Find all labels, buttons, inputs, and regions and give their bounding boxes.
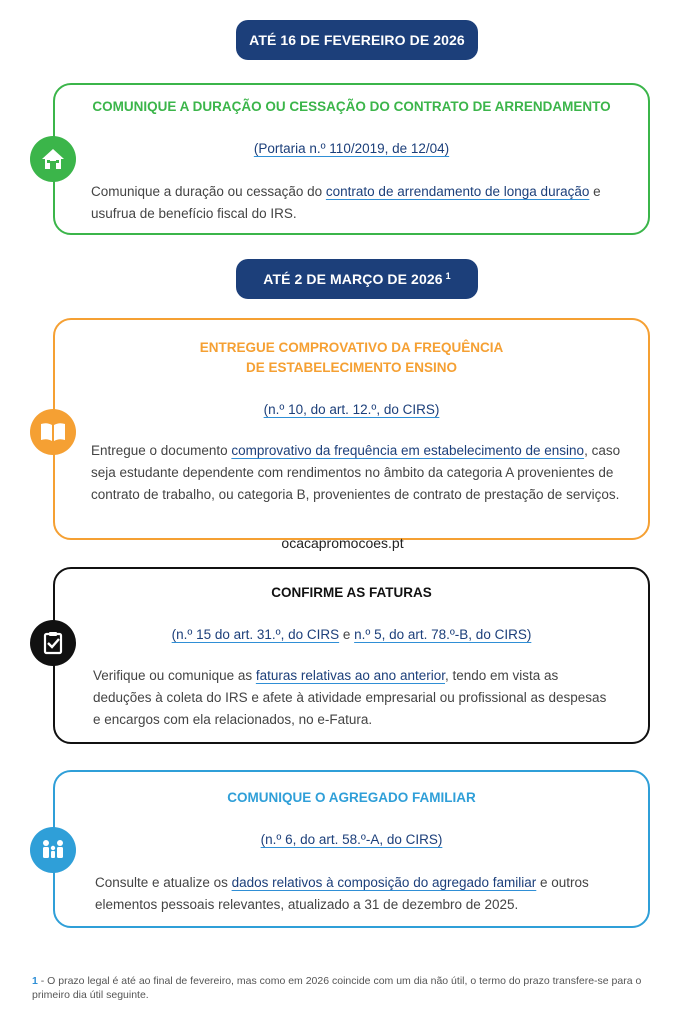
card-invoices [53, 567, 650, 744]
card-school-attendance-title: ENTREGUE COMPROVATIVO DA FREQUÊNCIA DE ESTABELECIMENTO ENSINO [199, 340, 504, 375]
card-school-attendance-body: Entregue o documento comprovativo da frequência em estabelecimento de ensino, caso seja estudante dependente com rendimentos no âmbito da categoria A provenientes de contrato de trabalho, ou categoria B, provenientes de contrato de prestação de serviços. [91, 443, 621, 502]
card-household [53, 770, 650, 928]
card-school-attendance [53, 318, 650, 540]
card-invoices-body: Verifique ou comunique as faturas relativas ao ano anterior, tendo em vista as deduções à coleta do IRS e afete à atividade empresarial ou profissional as despesas e encargos com ela relacionados, no e-Fatura. [93, 668, 607, 727]
card-household-title: COMUNIQUE O AGREGADO FAMILIAR [227, 790, 476, 805]
date-badge-2 [236, 259, 478, 299]
household-link[interactable]: dados relativos à composição do agregado familiar [231, 875, 537, 890]
card-rental-contract-reference[interactable]: (Portaria n.º 110/2019, de 12/04) [253, 141, 450, 156]
card-school-attendance-reference[interactable]: (n.º 10, do art. 12.º, do CIRS) [263, 402, 440, 417]
open-book-icon [30, 409, 76, 455]
invoices-reference-link-a[interactable]: (n.º 15 do art. 31.º, do CIRS [171, 627, 340, 642]
card-invoices-title: CONFIRME AS FATURAS [271, 585, 432, 600]
card-invoices-reference: (n.º 15 do art. 31.º, do CIRS e n.º 5, do art. 78.º-B, do CIRS) [171, 627, 532, 642]
date-badge-1 [236, 20, 478, 60]
date-badge-1-label: ATÉ 16 DE FEVEREIRO DE 2026 [249, 32, 465, 48]
card-rental-contract-title: COMUNIQUE A DURAÇÃO OU CESSAÇÃO DO CONTRATO DE ARRENDAMENTO [92, 99, 611, 114]
card-household-body: Consulte e atualize os dados relativos à composição do agregado familiar e outros elementos pessoais relevantes, atualizado a 31 de dezembro de 2025. [95, 875, 589, 912]
invoices-link[interactable]: faturas relativas ao ano anterior [255, 668, 445, 683]
house-icon [30, 136, 76, 182]
family-icon [30, 827, 76, 873]
card-rental-contract [53, 83, 650, 235]
footnote: 1 - O prazo legal é até ao final de fevereiro, mas como em 2026 coincide com um dia não útil, o termo do prazo transfere-se para o primeiro dia útil seguinte. [32, 975, 642, 1001]
checked-document-icon [30, 620, 76, 666]
footnote-mark: 1 [445, 271, 451, 281]
card-household-reference[interactable]: (n.º 6, do art. 58.º-A, do CIRS) [260, 832, 443, 847]
school-attendance-link[interactable]: comprovativo da frequência em estabelecimento de ensino [231, 443, 585, 458]
rental-contract-link[interactable]: contrato de arrendamento de longa duração [325, 184, 590, 199]
date-badge-2-label: ATÉ 2 DE MARÇO DE 2026 [263, 271, 443, 287]
card-rental-contract-body: Comunique a duração ou cessação do contrato de arrendamento de longa duração e usufrua de benefício fiscal do IRS. [91, 184, 601, 221]
invoices-reference-link-b[interactable]: n.º 5, do art. 78.º-B, do CIRS) [354, 627, 532, 642]
watermark: ocacapromocoes.pt [281, 535, 404, 551]
